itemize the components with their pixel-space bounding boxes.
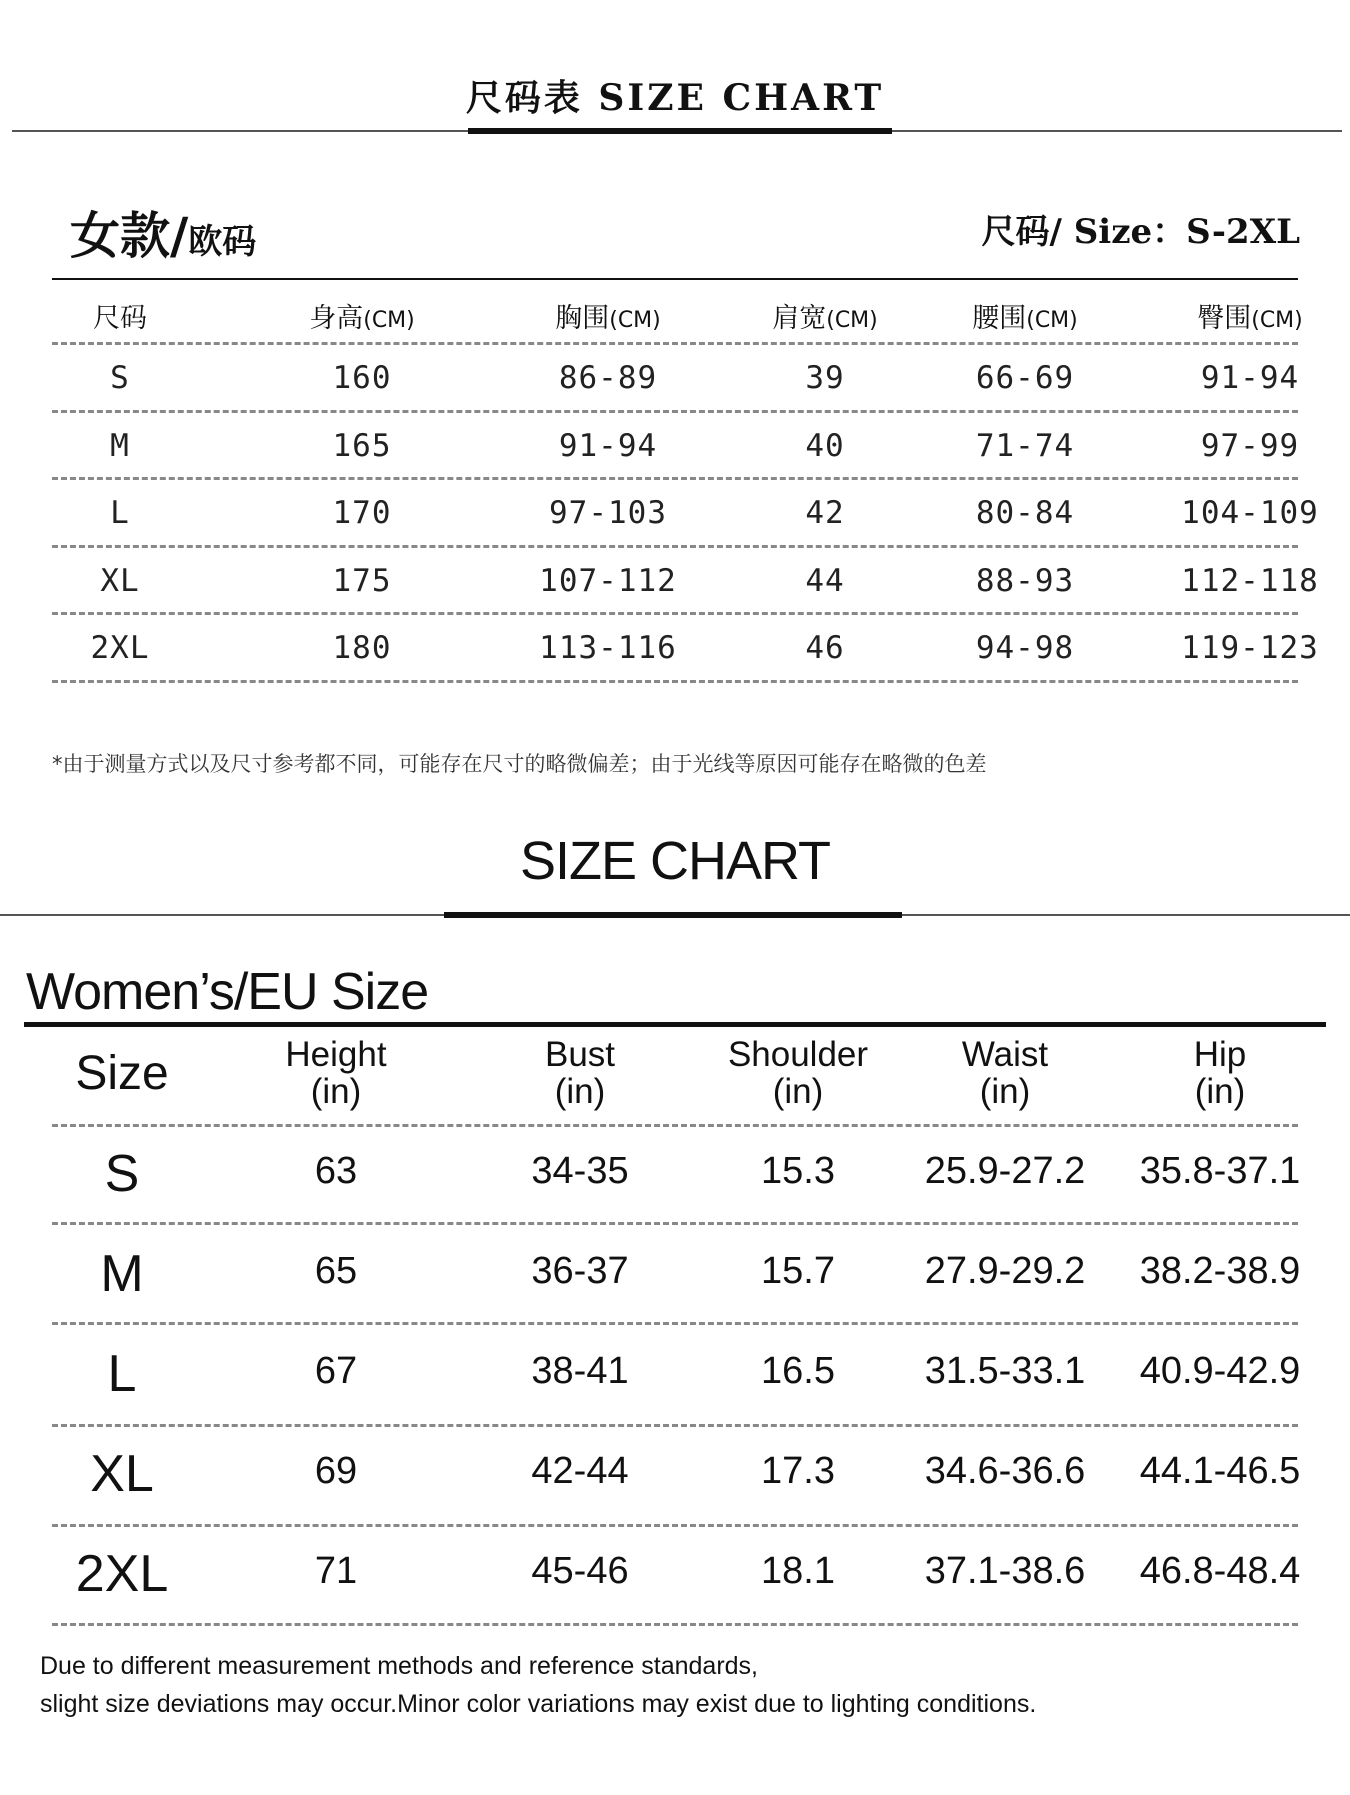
cn-cell-shoulder: 42 [805,495,845,531]
en-header-label: Hip [1193,1035,1247,1074]
top-title: 尺码表 SIZE CHART [465,77,885,119]
cn-header-label: 臀围 [1197,303,1252,334]
en-cell-shoulder: 16.5 [761,1350,835,1392]
cn-cell-height: 165 [332,427,392,464]
en-header-unit: (in) [310,1072,362,1111]
en-cell-waist: 27.9-29.2 [924,1250,1086,1292]
en-cell-waist: 34.6-36.6 [924,1450,1086,1492]
en-cell-hip: 40.9-42.9 [1139,1350,1301,1392]
cn-cell-bust: 86-89 [558,360,658,396]
cn-section-heading [70,196,256,268]
en-cell-hip: 35.8-37.1 [1139,1150,1301,1192]
en-cell-hip: 46.8-48.4 [1139,1550,1301,1592]
cn-header-waist [915,296,1135,335]
cn-disclaimer-note: *由于测量方式以及尺寸参考都不同，可能存在尺寸的略微偏差；由于光线等原因可能存在略微的色差 [52,752,987,776]
cn-header-size [10,296,230,335]
en-cell-size: M [100,1245,144,1303]
en-header-height [216,1036,456,1110]
cn-header-label: 身高 [309,303,364,334]
cn-header-label: 腰围 [972,303,1027,334]
en-header-label: Bust [544,1035,616,1074]
cn-header-height [252,296,472,335]
en-header-waist [885,1036,1125,1110]
en-title-underline [444,912,902,918]
cn-cell-hip: 112-118 [1181,562,1319,599]
en-cell-height: 65 [314,1250,358,1292]
cn-header-bust [498,296,718,335]
cn-cell-waist: 94-98 [975,630,1075,666]
cn-cell-hip: 119-123 [1181,630,1319,666]
en-row-divider [52,1623,1298,1626]
cn-heading-main: 女款/ [70,206,189,265]
cn-cell-bust: 113-116 [539,630,677,666]
en-header-bust [460,1036,700,1110]
cn-table-top-rule [52,278,1298,280]
en-row-divider [52,1124,1298,1127]
en-header-label: Height [285,1035,387,1074]
cn-cell-bust: 91-94 [558,427,658,464]
en-cell-height: 69 [314,1450,358,1492]
cn-cell-height: 180 [332,630,392,666]
en-cell-bust: 42-44 [531,1450,629,1492]
en-cell-hip: 38.2-38.9 [1139,1250,1301,1292]
en-cell-bust: 38-41 [531,1350,629,1392]
cn-heading-sub: 欧码 [188,222,257,262]
en-row-divider [52,1524,1298,1527]
en-header-label: Waist [961,1035,1049,1074]
en-cell-height: 71 [314,1550,358,1592]
cn-header-label: 胸围 [555,303,610,334]
en-cell-bust: 34-35 [531,1150,629,1192]
en-cell-height: 63 [314,1150,358,1192]
cn-cell-waist: 66-69 [975,360,1075,396]
cn-header-unit: (CM) [826,308,878,333]
en-row-divider [52,1322,1298,1325]
cn-cell-hip: 91-94 [1200,360,1300,396]
en-disclaimer-line-1: Due to different measurement methods and reference standards, [40,1652,759,1680]
en-cell-waist: 37.1-38.6 [924,1550,1086,1592]
en-cell-shoulder: 15.3 [761,1150,835,1192]
cn-cell-size: 2XL [90,630,150,666]
en-row-divider [52,1424,1298,1427]
cn-row-divider [52,342,1298,345]
cn-row-divider [52,612,1298,615]
cn-cell-size: L [110,495,130,531]
cn-cell-height: 170 [332,495,392,531]
cn-cell-shoulder: 40 [805,427,845,464]
en-cell-size: S [104,1145,140,1203]
en-table-top-rule [24,1022,1326,1027]
cn-cell-waist: 71-74 [975,427,1075,464]
cn-row-divider [52,545,1298,548]
cn-header-shoulder [715,296,935,335]
en-cell-waist: 25.9-27.2 [924,1150,1086,1192]
cn-header-label: 尺码 [93,303,147,334]
cn-cell-waist: 80-84 [975,495,1075,531]
en-cell-shoulder: 15.7 [761,1250,835,1292]
en-header-hip [1100,1036,1340,1110]
cn-cell-size: XL [100,562,140,599]
cn-header-unit: (CM) [1026,308,1078,333]
cn-cell-shoulder: 39 [805,360,845,396]
cn-cell-shoulder: 46 [805,630,845,666]
en-title: SIZE CHART [519,831,831,891]
en-header-label: Shoulder [727,1035,869,1074]
en-section-heading: Women’s/EU Size [26,963,429,1021]
en-disclaimer-line-2: slight size deviations may occur.Minor color variations may exist due to lighting conditions. [40,1690,1037,1718]
en-header-label: Size [75,1047,169,1100]
cn-row-divider [52,680,1298,683]
cn-header-unit: (CM) [609,308,661,333]
en-cell-size: L [107,1345,137,1403]
en-cell-size: XL [90,1445,154,1503]
en-header-size [2,1047,242,1100]
en-cell-bust: 36-37 [531,1250,629,1292]
en-row-divider [52,1222,1298,1225]
en-cell-waist: 31.5-33.1 [924,1350,1086,1392]
cn-cell-waist: 88-93 [975,562,1075,599]
cn-cell-bust: 97-103 [549,495,667,531]
en-cell-shoulder: 17.3 [761,1450,835,1492]
en-header-unit: (in) [772,1072,824,1111]
en-cell-size: 2XL [75,1545,169,1603]
cn-cell-height: 175 [332,562,392,599]
cn-cell-height: 160 [332,360,392,396]
cn-header-label: 肩宽 [772,303,827,334]
cn-cell-bust: 107-112 [539,562,677,599]
cn-row-divider [52,410,1298,413]
cn-cell-shoulder: 44 [805,562,845,599]
cn-cell-size: M [110,427,130,464]
cn-row-divider [52,477,1298,480]
cn-cell-size: S [110,360,130,396]
cn-cell-hip: 97-99 [1200,427,1300,464]
en-cell-shoulder: 18.1 [761,1550,835,1592]
en-cell-bust: 45-46 [531,1550,629,1592]
cn-header-hip [1140,296,1350,335]
cn-cell-hip: 104-109 [1181,495,1319,531]
cn-header-unit: (CM) [1251,308,1303,333]
cn-header-unit: (CM) [363,308,415,333]
en-cell-height: 67 [314,1350,358,1392]
en-header-shoulder [678,1036,918,1110]
en-cell-hip: 44.1-46.5 [1139,1450,1301,1492]
en-header-unit: (in) [554,1072,606,1111]
cn-size-range: 尺码/ Size：S-2XL [981,212,1300,252]
en-header-unit: (in) [979,1072,1031,1111]
en-header-unit: (in) [1194,1072,1246,1111]
title-underline [468,128,892,134]
